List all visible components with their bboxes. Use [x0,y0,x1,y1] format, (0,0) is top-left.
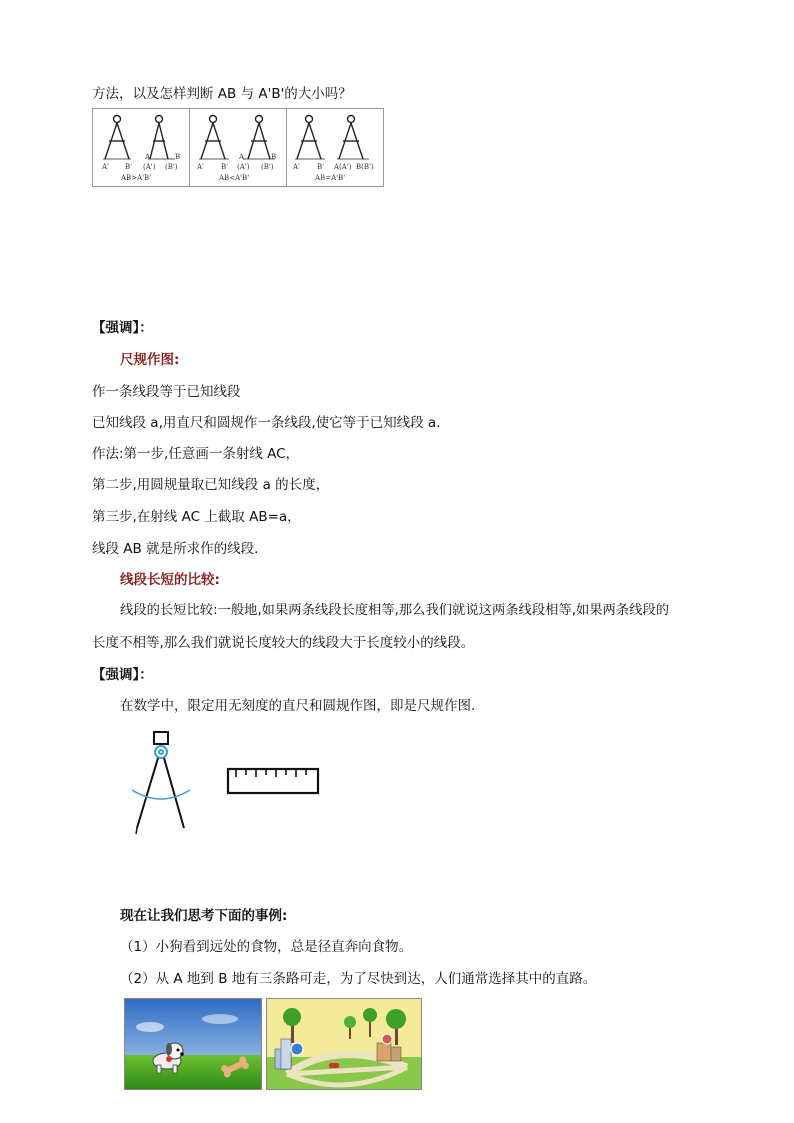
label-b-prime: B' [317,163,325,171]
compass-icon [337,116,369,160]
panel-caption: AB>A'B' [121,174,152,182]
label-b-coincide: B(B') [356,163,374,171]
text-line: 作一条线段等于已知线段 [92,384,241,400]
label-b: B [175,153,181,161]
label-b: B [271,153,277,161]
label-b-prime-paren: (B') [261,163,274,171]
label-a: A [145,153,151,161]
panel-caption: AB<A'B' [219,174,250,182]
location-pin-icon [382,1034,392,1044]
roads-map-picture [266,998,422,1090]
compass-icon [148,116,175,160]
compass-comparison-figure [92,108,384,187]
label-a-prime: A' [197,163,204,171]
example-line: （1）小狗看到远处的食物，总是径直奔向食物。 [120,939,413,955]
question-line: 方法，以及怎样判断 AB 与 A'B'的大小吗？ [92,86,352,102]
label-a-prime: A' [293,163,300,171]
text-line: 第三步,在射线 AC 上截取 AB=a， [92,509,301,525]
emphasis-heading: 【强调】： [92,320,153,336]
label-a-prime-paren: (A') [237,163,250,171]
ruler-illustration [226,766,320,796]
think-title: 现在让我们思考下面的事例: [120,908,288,924]
label-b-prime: B' [221,163,229,171]
emphasis-heading: 【强调】： [92,667,153,683]
dog-and-bone-picture [124,998,262,1090]
compass-icon [199,116,229,160]
example-line: （2）从 A 地到 B 地有三条路可走，为了尽快到达，人们通常选择其中的直路。 [120,971,597,987]
text-line: 在数学中，限定用无刻度的直尺和圆规作图，即是尺规作图. [120,698,476,714]
panel-caption: AB=A'B' [315,174,346,182]
label-a-prime-paren: (A') [143,163,156,171]
compass-icon [295,116,325,160]
label-a: A [239,153,245,161]
compass-icon [103,116,131,160]
text-line: 作法:第一步,任意画一条射线 AC， [92,446,300,462]
car-icon [329,1063,339,1068]
text-line: 已知线段 a,用直尺和圆规作一条线段,使它等于已知线段 a. [92,415,441,431]
label-b-prime-paren: (B') [165,163,178,171]
location-pin-icon [291,1043,303,1055]
text-line: 线段的长短比较:一般地,如果两条线段长度相等,那么我们就说这两条线段相等,如果两条线段的 [120,603,670,618]
compass-illustration [128,728,198,838]
text-line: 第二步,用圆规量取已知线段 a 的长度， [92,477,330,493]
label-a-coincide: A(A') [334,163,352,171]
text-line: 线段 AB 就是所求作的线段. [92,541,259,557]
text-line: 长度不相等,那么我们就说长度较大的线段大于长度较小的线段。 [92,635,475,651]
label-b-prime: B' [125,163,133,171]
subhead-ruler-compass: 尺规作图: [120,352,180,368]
subhead-segment-comparison: 线段长短的比较: [120,572,220,588]
label-a-prime: A' [102,163,109,171]
